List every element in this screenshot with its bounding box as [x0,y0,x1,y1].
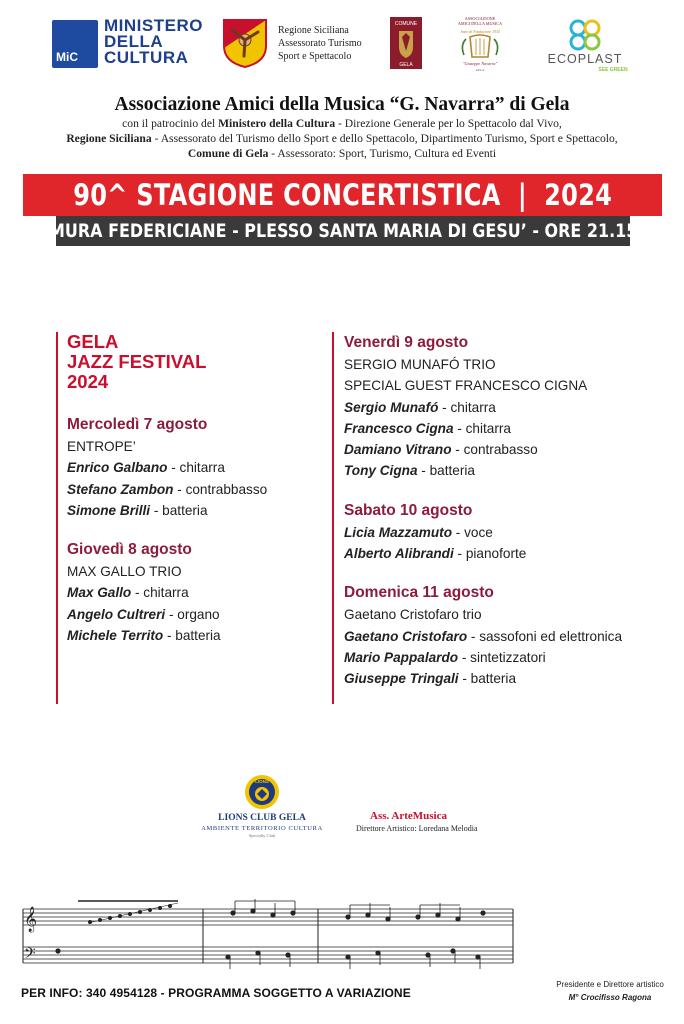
patronage-text: con il patrocinio del [122,117,219,130]
musician-role: - organo [165,606,220,622]
navarra-name: "Giuseppe Navarra" [462,61,498,66]
concert-block [344,500,674,565]
lions-club-subtitle: AMBIENTE TERRITORIO CULTURA [201,825,323,832]
patronage-text: - Assessorato: Sport, Turismo, Cultura ed Eventi [268,147,497,160]
concert-group: SERGIO MUNAFÓ TRIO [344,357,496,372]
festival-line2: JAZZ FESTIVAL [67,351,207,372]
musician-role: - chitarra [167,460,225,476]
lions-club-emblem-icon [242,773,282,811]
svg-text:𝄞: 𝄞 [24,907,38,932]
navarra-top2: AMICI DELLA MUSICA [457,21,503,26]
gela-label-bottom: GELA [399,62,413,68]
concert-day: Domenica 11 agosto [344,584,494,602]
patronage-line3 [0,146,684,161]
musician-role: - sassofoni ed elettronica [467,628,623,644]
musician-name: Giuseppe Tringali [344,671,459,687]
ecoplast-name: ECOPLAST [547,52,623,66]
concert-group: MAX GALLO TRIO [67,564,182,580]
musician-name: Mario Pappalardo [344,649,459,665]
musician-name: Alberto Alibrandi [344,546,454,562]
regione-siciliana-crest-icon [222,18,268,68]
concert-day: Giovedì 8 agosto [67,541,192,559]
concert-day: Venerdì 9 agosto [344,334,469,351]
concert-block [67,539,327,646]
musician-name: Enrico Galbano [67,460,168,476]
musician-row [344,439,674,460]
info-footer: PER INFO: 340 4954128 - PROGRAMMA SOGGETTO A VARIAZIONE [21,986,411,1000]
musician-row [344,668,674,689]
musician-row [344,397,674,418]
musician-row [344,626,674,647]
musician-row [67,604,327,625]
artemusica-director: Direttore Artistico: Loredana Melodia [356,824,478,833]
ecoplast-tagline: SEE GREEN [598,67,628,73]
president-title: Presidente e Direttore artistico [556,980,664,989]
sicilia-line3: Sport e Spettacolo [278,51,352,62]
musician-role: - batteria [163,628,221,644]
left-program-column [67,332,327,646]
concert-guest: SPECIAL GUEST FRANCESCO CIGNA [344,378,588,394]
navarra-city: GELA [475,68,485,72]
mic-line1: MINISTERO [104,16,203,35]
amici-musica-navarra-logo [450,15,510,73]
musician-role: - sintetizzatori [458,649,546,665]
musician-row [67,625,327,646]
musician-role: - chitarra [453,420,511,436]
concert-block [344,332,674,482]
concert-day: Mercoledì 7 agosto [67,416,208,433]
regione-siciliana-text [278,24,362,63]
musician-name: Tony Cigna [344,463,418,479]
venue-text: MURA FEDERICIANE - PLESSO SANTA MARIA DI GESU’ - ORE 21.15 [48,220,638,242]
musician-name: Francesco Cigna [344,420,454,436]
musician-role: - batteria [150,502,208,518]
musician-role: - pianoforte [453,546,527,562]
ecoplast-logo [535,18,635,74]
president-name: M° Crocifisso Ragona [568,993,652,1002]
left-column-divider [56,332,58,704]
mic-line3: CULTURA [104,48,189,67]
patronage-regione: Regione Siciliana [66,132,152,145]
artemusica-name: Ass. ArteMusica [370,810,447,822]
navarra-top1: ASSOCIAZIONE [464,16,496,21]
patronage-text: - Direzione Generale per lo Spettacolo dal Vivo, [335,117,562,130]
mic-line2: DELLA [104,32,164,51]
music-score-icon [18,895,518,975]
musician-role: - voce [452,524,493,540]
ministero-cultura-logo [52,16,203,70]
mic-wordmark [104,18,203,66]
musician-name: Stefano Zambon [67,481,174,497]
comune-gela-crest-icon [390,17,422,69]
season-banner [23,174,662,216]
musician-name: Angelo Cultreri [67,606,166,622]
gela-label-top: COMUNE [394,21,418,27]
mic-emblem-icon [52,20,98,68]
musician-name: Max Gallo [67,585,132,601]
musician-name: Sergio Munafó [344,399,439,415]
musician-row [67,500,327,521]
musician-role: - batteria [417,463,475,479]
lions-club-specialty: Specialty Club [248,833,276,838]
musician-role: - contrabasso [451,442,538,458]
lions-badge-text: LIONS [255,779,269,784]
venue-banner [48,216,638,246]
concert-group: ENTROPE’ [67,439,136,454]
lions-club-name: LIONS CLUB GELA [218,813,306,823]
musician-name: Gaetano Cristofaro [344,628,468,644]
musician-name: Simone Brilli [67,502,151,518]
musician-row [344,543,674,564]
festival-title [67,332,327,392]
musician-role: - contrabbasso [173,481,268,497]
musician-name: Licia Mazzamuto [344,524,453,540]
sicilia-line1: Regione Siciliana [278,25,349,36]
mic-abbr: MiC [56,50,78,64]
patronage-text: - Assessorato del Turismo dello Sport e dello Spettacolo, Dipartimento Turismo, Sport e Spettacolo, [151,132,618,145]
concert-day: Sabato 10 agosto [344,501,473,519]
right-program-column [344,332,674,690]
patronage-line1 [0,116,684,131]
musician-role: - chitarra [438,399,496,415]
patronage-line2 [0,131,684,146]
musician-role: - batteria [458,671,516,687]
musician-role: - chitarra [131,585,189,601]
svg-text:𝄢: 𝄢 [24,945,36,966]
concert-block [67,414,327,521]
musician-row [67,479,327,500]
musician-row [67,582,327,603]
right-column-divider [332,332,334,704]
sicilia-line2: Assessorato Turismo [278,38,362,49]
musician-row [344,460,674,481]
musician-row [344,522,674,543]
patronage-comune: Comune di Gela [187,147,269,160]
association-title: Associazione Amici della Musica “G. Navarra” di Gela [114,94,570,115]
navarra-founded: Anno di Fondazione 1934 [460,30,500,34]
musician-name: Damiano Vitrano [344,442,452,458]
musician-row [67,457,327,478]
festival-line3: 2024 [67,371,109,392]
musician-row [344,647,674,668]
musician-name: Michele Territo [67,628,164,644]
festival-line1: GELA [67,331,119,352]
patronage-ministero: Ministero della Cultura [218,117,336,130]
musician-row [344,418,674,439]
concert-block [344,582,674,689]
concert-group: Gaetano Cristofaro trio [344,607,482,623]
season-title: 90^ STAGIONE CONCERTISTICA | 2024 [73,178,612,212]
